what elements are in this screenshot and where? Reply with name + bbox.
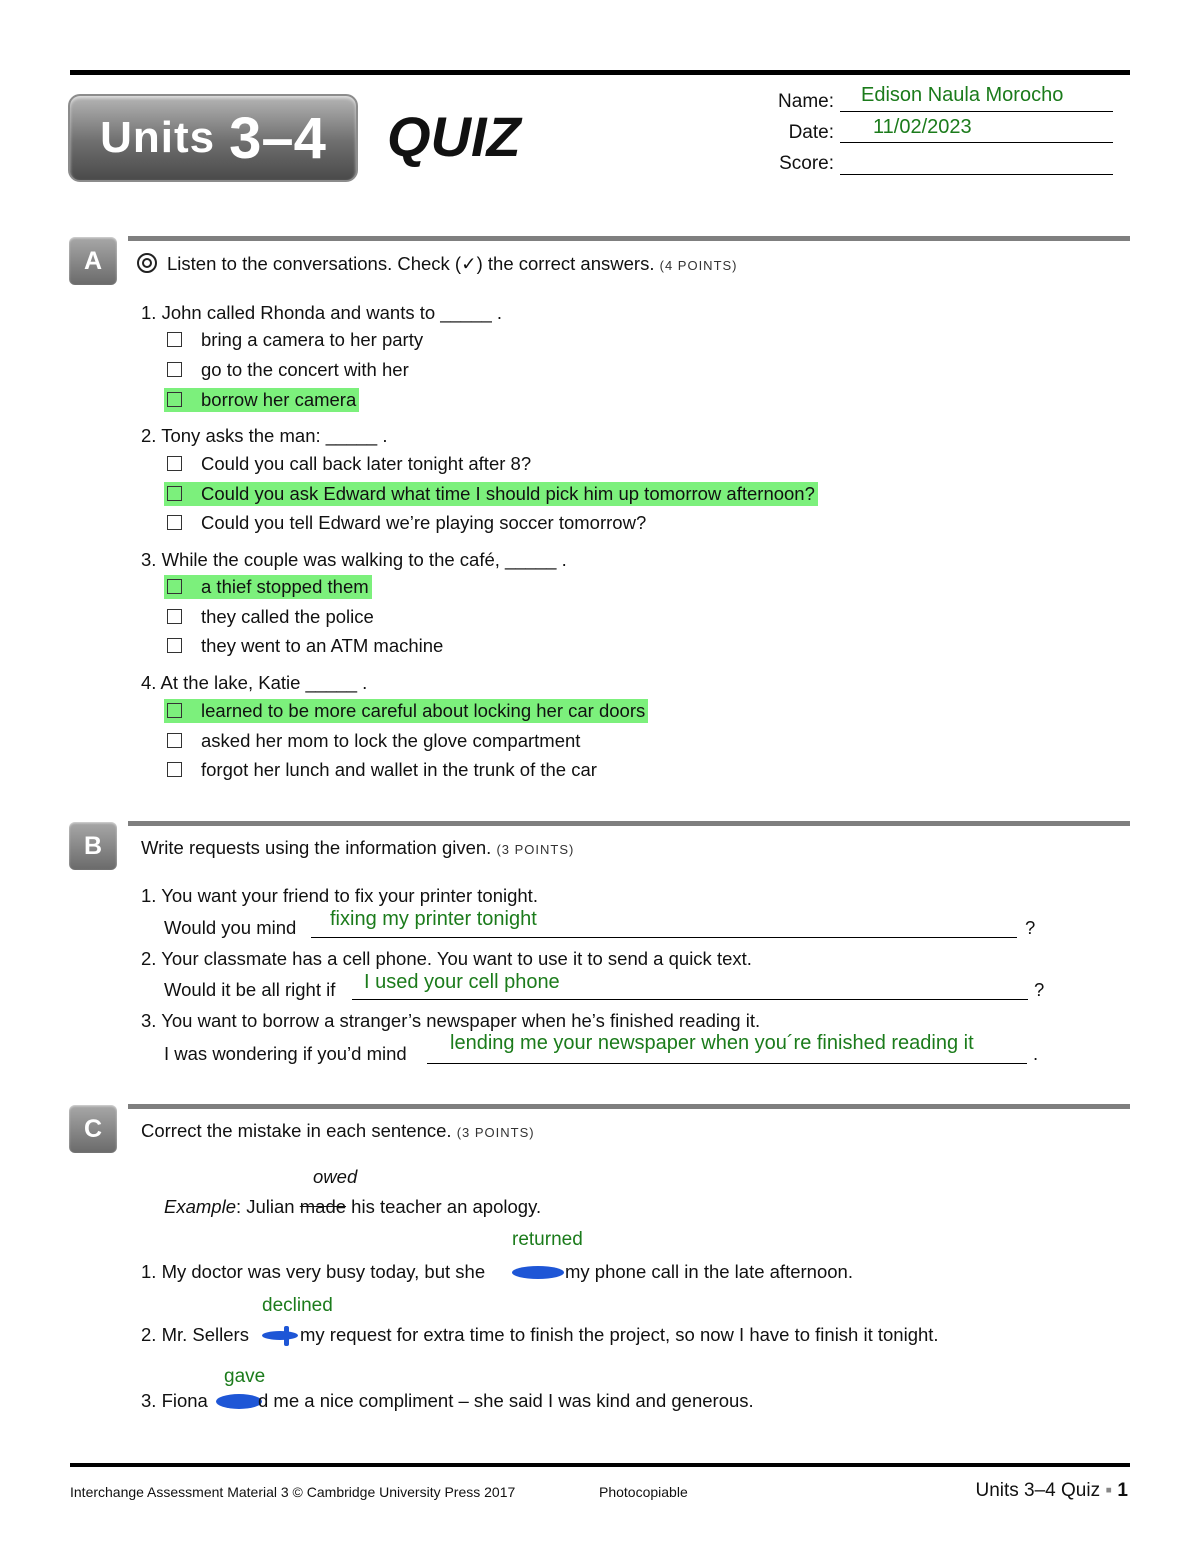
answer-line-b1 [311,937,1017,938]
scribble-c1 [512,1266,564,1279]
option-text: Could you call back later tonight after 8? [201,453,532,474]
bottom-rule [70,1463,1130,1467]
answer-option[interactable] [164,605,377,629]
end-b3: . [1033,1043,1039,1064]
example-after: his teacher an apology. [346,1196,542,1217]
end-b2: ? [1034,979,1045,1000]
example-before: : Julian [235,1196,300,1217]
checkbox[interactable] [167,486,182,501]
sentence-c1-start: 1. My doctor was very busy today, but she [141,1261,486,1282]
date-label: Date: [788,122,834,143]
situation-b2: 2. Your classmate has a cell phone. You want to use it to send a quick text. [141,948,752,969]
situation-b3: 3. You want to borrow a stranger’s newspaper when he’s finished reading it. [141,1010,761,1031]
option-text: go to the concert with her [201,359,409,380]
correction-c3[interactable]: gave [224,1366,266,1387]
answer-option[interactable] [164,634,446,658]
question-a4: 4. At the lake, Katie _____ . [141,672,368,693]
section-b-label: B [69,822,117,870]
units-word: Units [100,113,216,162]
answer-option-selected[interactable] [164,388,359,412]
option-text: learned to be more careful about locking her car doors [201,700,646,721]
section-b-rule [128,821,1130,826]
section-a-instruction [141,253,738,275]
example-sentence [164,1196,541,1218]
answer-option[interactable] [164,358,412,382]
score-label: Score: [779,153,834,174]
option-text: bring a camera to her party [201,329,424,350]
section-b-points: (3 POINTS) [496,842,575,857]
checkbox[interactable] [167,515,182,530]
example-label: Example [164,1196,236,1217]
section-a-label: A [69,237,117,285]
option-text: they went to an ATM machine [201,635,444,656]
answer-option[interactable] [164,729,583,753]
answer-b2[interactable]: I used your cell phone [364,971,560,993]
sentence-c2-start: 2. Mr. Sellers [141,1324,249,1345]
date-value[interactable]: 11/02/2023 [873,116,972,138]
section-c-rule [128,1104,1130,1109]
section-a-points: (4 POINTS) [659,258,738,273]
checkbox[interactable] [167,733,182,748]
audio-cd-icon [137,253,157,273]
answer-option[interactable] [164,758,600,782]
answer-option[interactable] [164,328,426,352]
answer-line-b3 [427,1063,1027,1064]
quiz-title: QUIZ [387,105,521,168]
starter-b2: Would it be all right if [164,979,336,1000]
checkbox[interactable] [167,609,182,624]
question-a1: 1. John called Rhonda and wants to _____ . [141,302,503,323]
example-correction: owed [313,1166,358,1187]
checkbox[interactable] [167,362,182,377]
question-a3: 3. While the couple was walking to the café, _____ . [141,549,567,570]
answer-option[interactable] [164,452,534,476]
section-b-instruction-text: Write requests using the information given. [141,837,492,858]
section-c-instruction [141,1120,535,1142]
option-text: they called the police [201,606,374,627]
option-text: a thief stopped them [201,576,369,597]
checkbox[interactable] [167,762,182,777]
sentence-c3-start: 3. Fiona [141,1390,208,1411]
answer-line-b2 [352,999,1028,1000]
answer-b3[interactable]: lending me your newspaper when you´re finished reading it [450,1032,974,1054]
correction-c1[interactable]: returned [512,1229,583,1250]
correction-c2[interactable]: declined [262,1295,333,1316]
footer-photocopiable: Photocopiable [599,1484,688,1500]
answer-option-selected[interactable] [164,699,648,723]
end-b1: ? [1025,917,1036,938]
example-struck-word: made [299,1196,347,1217]
checkbox[interactable] [167,703,182,718]
checkbox[interactable] [167,638,182,653]
option-text: asked her mom to lock the glove compartment [201,730,581,751]
top-rule [70,70,1130,75]
section-a-instruction-text: Listen to the conversations. Check (✓) the correct answers. [167,253,655,274]
answer-option-selected[interactable] [164,575,372,599]
starter-b1: Would you mind [164,917,297,938]
section-c-points: (3 POINTS) [456,1125,535,1140]
starter-b3: I was wondering if you’d mind [164,1043,407,1064]
section-a-rule [128,236,1130,241]
units-badge [68,94,358,182]
scribble-c2 [262,1331,298,1340]
option-text: Could you tell Edward we’re playing soccer tomorrow? [201,512,647,533]
answer-option[interactable] [164,511,649,535]
name-value[interactable]: Edison Naula Morocho [861,84,1064,106]
option-text: forgot her lunch and wallet in the trunk of the car [201,759,597,780]
option-text: Could you ask Edward what time I should pick him up tomorrow afternoon? [201,483,815,504]
section-b-instruction [141,837,574,859]
section-c-instruction-text: Correct the mistake in each sentence. [141,1120,452,1141]
scribble-c3 [216,1394,262,1409]
section-c-label: C [69,1105,117,1153]
units-number: 3–4 [229,105,326,171]
score-line [840,174,1113,175]
option-text: borrow her camera [201,389,357,410]
footer-page: Units 3–4 Quiz ▪ 1 [975,1480,1128,1501]
question-a2: 2. Tony asks the man: _____ . [141,425,388,446]
answer-option-selected[interactable] [164,482,818,506]
date-line [840,142,1113,143]
footer-copyright: Interchange Assessment Material 3 © Cambridge University Press 2017 [70,1484,516,1500]
checkbox[interactable] [167,332,182,347]
checkbox[interactable] [167,392,182,407]
name-label: Name: [778,91,834,112]
sentence-c2-end: my request for extra time to finish the project, so now I have to finish it tonight. [300,1324,939,1345]
answer-b1[interactable]: fixing my printer tonight [330,908,537,930]
sentence-c3-end: d me a nice compliment – she said I was kind and generous. [258,1390,754,1411]
sentence-c1-end: my phone call in the late afternoon. [565,1261,853,1282]
name-line [840,111,1113,112]
footer-page-label: Units 3–4 Quiz [975,1480,1101,1501]
checkbox[interactable] [167,456,182,471]
situation-b1: 1. You want your friend to fix your printer tonight. [141,885,538,906]
footer-page-number: 1 [1117,1480,1128,1501]
checkbox[interactable] [167,579,182,594]
scribble-c2-mark [284,1326,289,1346]
